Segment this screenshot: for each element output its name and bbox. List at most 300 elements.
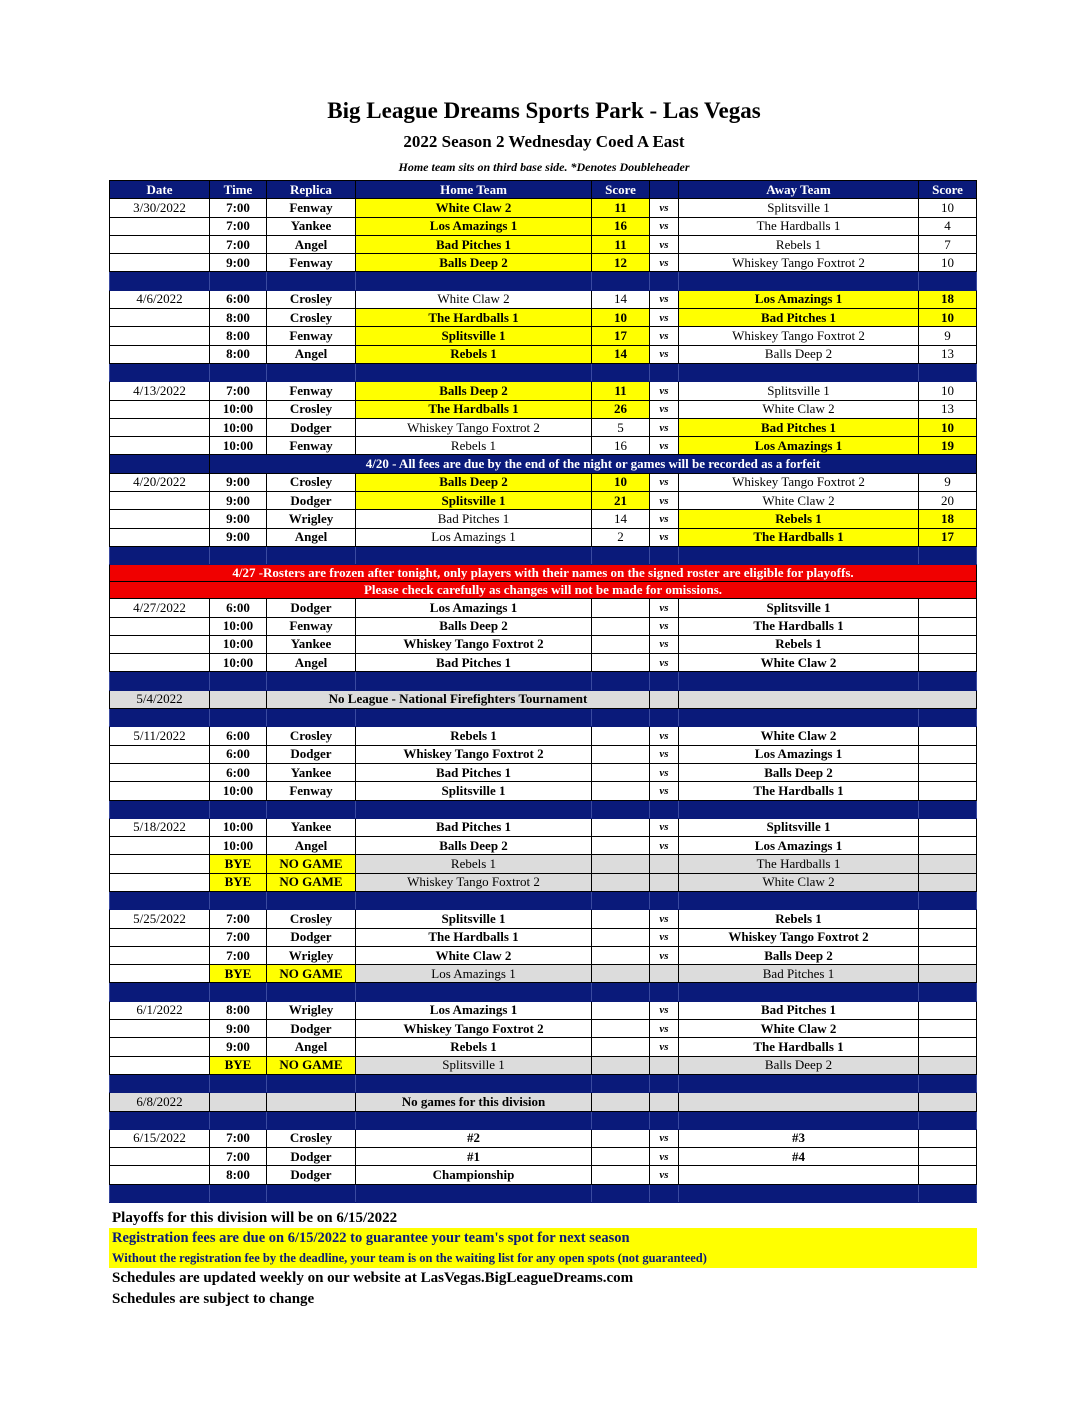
separator-cell <box>267 1111 356 1129</box>
home-team-cell: Splitsville 1 <box>356 492 592 510</box>
fees-notice-row <box>110 455 977 473</box>
separator-cell <box>110 1184 210 1202</box>
date-cell <box>110 327 210 345</box>
separator-cell <box>267 272 356 290</box>
separator-cell <box>679 800 919 818</box>
away-team-cell: White Claw 2 <box>679 654 919 672</box>
field-cell: Fenway <box>267 382 356 400</box>
time-cell: 6:00 <box>210 745 267 763</box>
away-team-cell: Los Amazings 1 <box>679 837 919 855</box>
separator-cell <box>592 983 650 1001</box>
schedule-body <box>110 199 977 1203</box>
game-row <box>110 727 977 745</box>
home-team-cell: Balls Deep 2 <box>356 617 592 635</box>
vs-cell: vs <box>650 599 679 617</box>
away-team-cell: Balls Deep 2 <box>679 345 919 363</box>
separator-cell <box>267 1074 356 1092</box>
away-score-cell <box>919 965 977 983</box>
home-team-cell: Los Amazings 1 <box>356 1001 592 1019</box>
field-cell: Dodger <box>267 1148 356 1166</box>
no-game-cell: NO GAME <box>267 873 356 891</box>
separator-cell <box>919 800 977 818</box>
time-cell: 7:00 <box>210 946 267 964</box>
home-score-cell <box>592 1001 650 1019</box>
home-team-cell: Balls Deep 2 <box>356 473 592 491</box>
header-replica: Replica <box>267 181 356 199</box>
separator-cell <box>650 1074 679 1092</box>
field-cell: Crosley <box>267 910 356 928</box>
away-team-cell: White Claw 2 <box>679 873 919 891</box>
home-team-cell: Whiskey Tango Foxtrot 2 <box>356 745 592 763</box>
header-date: Date <box>110 181 210 199</box>
away-team-cell: White Claw 2 <box>679 1020 919 1038</box>
time-cell: 6:00 <box>210 727 267 745</box>
away-score-cell <box>919 1056 977 1074</box>
separator-cell <box>210 800 267 818</box>
game-row <box>110 946 977 964</box>
away-score-cell: 19 <box>919 437 977 455</box>
separator-cell <box>650 891 679 909</box>
game-row <box>110 254 977 272</box>
vs-cell: vs <box>650 635 679 653</box>
game-row <box>110 510 977 528</box>
home-score-cell: 11 <box>592 235 650 253</box>
away-score-cell: 10 <box>919 418 977 436</box>
date-cell <box>110 928 210 946</box>
away-score-cell <box>919 818 977 836</box>
home-team-cell: Splitsville 1 <box>356 327 592 345</box>
game-row <box>110 1148 977 1166</box>
home-team-cell: Balls Deep 2 <box>356 837 592 855</box>
home-score-cell: 14 <box>592 510 650 528</box>
home-team-cell: The Hardballs 1 <box>356 400 592 418</box>
separator-cell <box>356 672 592 690</box>
separator-cell <box>919 983 977 1001</box>
field-cell: Dodger <box>267 492 356 510</box>
time-cell: 9:00 <box>210 1038 267 1056</box>
separator-cell <box>679 1111 919 1129</box>
home-team-cell: Whiskey Tango Foxtrot 2 <box>356 418 592 436</box>
away-score-cell <box>919 946 977 964</box>
home-score-cell <box>592 873 650 891</box>
home-score-cell: 26 <box>592 400 650 418</box>
separator-cell <box>210 1074 267 1092</box>
waiting-list-note: Without the registration fee by the deadline, your team is on the waiting list for any open spots (not guaranteed) <box>112 1251 707 1265</box>
separator-cell <box>592 546 650 564</box>
vs-cell: vs <box>650 1148 679 1166</box>
away-team-cell <box>679 1093 919 1111</box>
home-team-cell: Bad Pitches 1 <box>356 510 592 528</box>
vs-cell: vs <box>650 1129 679 1147</box>
away-score-cell: 18 <box>919 510 977 528</box>
time-cell: 7:00 <box>210 910 267 928</box>
separator-cell <box>919 672 977 690</box>
home-score-cell <box>592 1129 650 1147</box>
page-subtitle: 2022 Season 2 Wednesday Coed A East <box>403 132 685 151</box>
separator-cell <box>919 891 977 909</box>
field-cell: Fenway <box>267 199 356 217</box>
separator-cell <box>110 800 210 818</box>
roster-notice: Please check carefully as changes will not be made for omissions. <box>110 582 977 599</box>
game-row <box>110 763 977 781</box>
home-team-cell: Rebels 1 <box>356 1038 592 1056</box>
date-cell: 4/27/2022 <box>110 599 210 617</box>
home-score-cell <box>592 946 650 964</box>
game-row <box>110 345 977 363</box>
time-cell: 7:00 <box>210 1129 267 1147</box>
date-cell <box>110 1038 210 1056</box>
separator-cell <box>919 1074 977 1092</box>
bye-row <box>110 965 977 983</box>
separator-cell <box>267 709 356 727</box>
vs-cell: vs <box>650 928 679 946</box>
separator-cell <box>650 672 679 690</box>
bye-cell: BYE <box>210 1056 267 1074</box>
table-header-row <box>110 181 977 199</box>
home-score-cell: 12 <box>592 254 650 272</box>
schedule-table <box>109 180 977 1203</box>
vs-cell: vs <box>650 217 679 235</box>
away-score-cell: 7 <box>919 235 977 253</box>
away-team-cell: Rebels 1 <box>679 910 919 928</box>
roster-notice-row <box>110 565 977 582</box>
away-team-cell: Rebels 1 <box>679 235 919 253</box>
date-cell <box>110 654 210 672</box>
vs-cell: vs <box>650 327 679 345</box>
separator-cell <box>679 1184 919 1202</box>
date-cell: 6/15/2022 <box>110 1129 210 1147</box>
vs-cell <box>650 965 679 983</box>
away-team-cell: Los Amazings 1 <box>679 745 919 763</box>
home-team-cell: Balls Deep 2 <box>356 382 592 400</box>
vs-cell: vs <box>650 763 679 781</box>
field-cell: Fenway <box>267 254 356 272</box>
home-score-cell: 10 <box>592 473 650 491</box>
home-team-cell: Bad Pitches 1 <box>356 763 592 781</box>
separator-cell <box>592 272 650 290</box>
home-score-cell <box>592 1038 650 1056</box>
field-cell: Yankee <box>267 818 356 836</box>
vs-cell <box>650 1056 679 1074</box>
home-score-cell: 14 <box>592 290 650 308</box>
home-score-cell <box>592 1166 650 1184</box>
separator-cell <box>650 983 679 1001</box>
separator-cell <box>679 672 919 690</box>
game-row <box>110 492 977 510</box>
field-cell: Dodger <box>267 745 356 763</box>
game-row <box>110 1020 977 1038</box>
field-cell: Angel <box>267 235 356 253</box>
no-game-cell: NO GAME <box>267 965 356 983</box>
home-score-cell <box>592 745 650 763</box>
separator-cell <box>110 546 210 564</box>
separator-cell <box>919 1111 977 1129</box>
field-cell: Crosley <box>267 309 356 327</box>
home-score-cell: 5 <box>592 418 650 436</box>
separator-cell <box>919 1184 977 1202</box>
separator-cell <box>210 546 267 564</box>
field-cell: Dodger <box>267 928 356 946</box>
date-cell <box>110 745 210 763</box>
home-team-cell: Rebels 1 <box>356 727 592 745</box>
time-cell: 7:00 <box>210 217 267 235</box>
home-score-cell <box>592 855 650 873</box>
registration-note: Registration fees are due on 6/15/2022 to guarantee your team's spot for next season <box>112 1230 630 1246</box>
change-note: Schedules are subject to change <box>112 1291 315 1307</box>
date-cell <box>110 1148 210 1166</box>
home-team-cell: Bad Pitches 1 <box>356 818 592 836</box>
no-games-text: No games for this division <box>356 1093 592 1111</box>
time-cell: 7:00 <box>210 199 267 217</box>
separator-cell <box>110 363 210 381</box>
vs-cell: vs <box>650 1020 679 1038</box>
vs-cell: vs <box>650 837 679 855</box>
home-score-cell: 11 <box>592 382 650 400</box>
date-cell <box>110 635 210 653</box>
website-note: Schedules are updated weekly on our website at LasVegas.BigLeagueDreams.com <box>112 1270 634 1286</box>
away-score-cell <box>919 1038 977 1056</box>
week-separator <box>110 672 977 690</box>
field-cell: Yankee <box>267 635 356 653</box>
time-cell: 9:00 <box>210 473 267 491</box>
no-league-text: No League - National Firefighters Tournament <box>267 690 650 708</box>
date-cell: 4/6/2022 <box>110 290 210 308</box>
vs-cell: vs <box>650 910 679 928</box>
date-cell: 4/20/2022 <box>110 473 210 491</box>
date-cell <box>110 528 210 546</box>
game-row <box>110 199 977 217</box>
away-score-cell: 18 <box>919 290 977 308</box>
away-team-cell: Splitsville 1 <box>679 382 919 400</box>
away-score-cell: 10 <box>919 254 977 272</box>
game-row <box>110 818 977 836</box>
game-row <box>110 473 977 491</box>
field-cell: Dodger <box>267 1166 356 1184</box>
date-cell: 6/8/2022 <box>110 1093 210 1111</box>
away-score-cell: 10 <box>919 382 977 400</box>
away-team-cell: Splitsville 1 <box>679 818 919 836</box>
date-cell <box>110 763 210 781</box>
separator-cell <box>650 272 679 290</box>
separator-cell <box>592 1184 650 1202</box>
vs-cell: vs <box>650 473 679 491</box>
away-team-cell: The Hardballs 1 <box>679 217 919 235</box>
vs-cell: vs <box>650 254 679 272</box>
separator-cell <box>650 800 679 818</box>
separator-cell <box>650 1184 679 1202</box>
game-row <box>110 654 977 672</box>
away-score-cell: 10 <box>919 309 977 327</box>
date-cell: 5/25/2022 <box>110 910 210 928</box>
away-team-cell: Los Amazings 1 <box>679 290 919 308</box>
separator-cell <box>356 272 592 290</box>
time-cell: 10:00 <box>210 654 267 672</box>
vs-cell: vs <box>650 199 679 217</box>
week-separator <box>110 272 977 290</box>
field-cell: Angel <box>267 345 356 363</box>
time-cell: 8:00 <box>210 1001 267 1019</box>
vs-cell <box>650 690 679 708</box>
game-row <box>110 910 977 928</box>
week-separator <box>110 891 977 909</box>
game-row <box>110 837 977 855</box>
away-team-cell: Whiskey Tango Foxtrot 2 <box>679 327 919 345</box>
vs-cell: vs <box>650 309 679 327</box>
notice-spacer <box>110 455 210 473</box>
away-score-cell <box>919 763 977 781</box>
vs-cell: vs <box>650 235 679 253</box>
home-score-cell <box>592 928 650 946</box>
time-cell: 8:00 <box>210 345 267 363</box>
away-score-cell <box>919 1129 977 1147</box>
separator-cell <box>679 272 919 290</box>
date-cell <box>110 492 210 510</box>
time-cell: 9:00 <box>210 510 267 528</box>
no-league-row <box>110 690 977 708</box>
date-cell <box>110 309 210 327</box>
home-team-cell: Los Amazings 1 <box>356 599 592 617</box>
no-game-cell: NO GAME <box>267 1056 356 1074</box>
away-score-cell <box>919 654 977 672</box>
date-cell <box>110 510 210 528</box>
bye-row <box>110 855 977 873</box>
date-cell: 5/4/2022 <box>110 690 210 708</box>
away-team-cell: Bad Pitches 1 <box>679 965 919 983</box>
home-score-cell: 11 <box>592 199 650 217</box>
vs-cell: vs <box>650 654 679 672</box>
time-cell: 9:00 <box>210 1020 267 1038</box>
separator-cell <box>592 1074 650 1092</box>
time-cell: 6:00 <box>210 599 267 617</box>
separator-cell <box>919 546 977 564</box>
vs-cell: vs <box>650 418 679 436</box>
separator-cell <box>110 672 210 690</box>
home-team-cell: Los Amazings 1 <box>356 965 592 983</box>
header-vs <box>650 181 679 199</box>
vs-cell: vs <box>650 818 679 836</box>
home-score-cell: 14 <box>592 345 650 363</box>
home-team-cell: The Hardballs 1 <box>356 928 592 946</box>
week-separator <box>110 1111 977 1129</box>
separator-cell <box>919 363 977 381</box>
home-score-cell <box>592 782 650 800</box>
vs-cell <box>650 873 679 891</box>
field-cell: Fenway <box>267 617 356 635</box>
away-team-cell: Bad Pitches 1 <box>679 418 919 436</box>
away-score-cell <box>919 855 977 873</box>
away-score-cell <box>919 1166 977 1184</box>
date-cell <box>110 837 210 855</box>
date-cell: 4/13/2022 <box>110 382 210 400</box>
week-separator <box>110 363 977 381</box>
date-cell: 6/1/2022 <box>110 1001 210 1019</box>
bye-row <box>110 873 977 891</box>
away-score-cell <box>919 1148 977 1166</box>
vs-cell <box>650 1093 679 1111</box>
field-cell: Fenway <box>267 437 356 455</box>
field-cell: Wrigley <box>267 1001 356 1019</box>
no-game-cell: NO GAME <box>267 855 356 873</box>
time-cell: 8:00 <box>210 309 267 327</box>
away-team-cell: Bad Pitches 1 <box>679 1001 919 1019</box>
week-separator <box>110 800 977 818</box>
vs-cell: vs <box>650 1001 679 1019</box>
separator-cell <box>356 363 592 381</box>
game-row <box>110 437 977 455</box>
vs-cell: vs <box>650 492 679 510</box>
vs-cell: vs <box>650 1038 679 1056</box>
away-team-cell: #4 <box>679 1148 919 1166</box>
home-score-cell: 17 <box>592 327 650 345</box>
away-score-cell <box>919 782 977 800</box>
week-separator <box>110 1184 977 1202</box>
field-cell: Angel <box>267 654 356 672</box>
separator-cell <box>110 983 210 1001</box>
home-score-cell <box>592 1148 650 1166</box>
playoffs-note: Playoffs for this division will be on 6/15/2022 <box>112 1210 398 1226</box>
separator-cell <box>592 891 650 909</box>
game-row <box>110 745 977 763</box>
home-team-cell: Los Amazings 1 <box>356 217 592 235</box>
home-team-cell: Splitsville 1 <box>356 1056 592 1074</box>
header-time: Time <box>210 181 267 199</box>
home-score-cell <box>592 763 650 781</box>
home-team-cell: Championship <box>356 1166 592 1184</box>
home-team-cell: Whiskey Tango Foxtrot 2 <box>356 1020 592 1038</box>
week-separator <box>110 1074 977 1092</box>
away-team-cell: Balls Deep 2 <box>679 946 919 964</box>
separator-cell <box>110 272 210 290</box>
home-team-cell: Rebels 1 <box>356 437 592 455</box>
field-cell: Wrigley <box>267 946 356 964</box>
separator-cell <box>210 272 267 290</box>
game-row <box>110 1166 977 1184</box>
home-team-cell: Whiskey Tango Foxtrot 2 <box>356 635 592 653</box>
vs-cell: vs <box>650 345 679 363</box>
away-team-cell: Los Amazings 1 <box>679 437 919 455</box>
separator-cell <box>110 709 210 727</box>
time-cell: 7:00 <box>210 382 267 400</box>
home-score-cell <box>592 818 650 836</box>
away-team-cell <box>679 1166 919 1184</box>
time-cell: 6:00 <box>210 763 267 781</box>
game-row <box>110 309 977 327</box>
field-cell: Crosley <box>267 727 356 745</box>
separator-cell <box>650 1111 679 1129</box>
time-cell: 7:00 <box>210 1148 267 1166</box>
vs-cell: vs <box>650 1166 679 1184</box>
separator-cell <box>592 1111 650 1129</box>
vs-cell: vs <box>650 782 679 800</box>
home-team-cell: #2 <box>356 1129 592 1147</box>
separator-cell <box>267 983 356 1001</box>
date-cell <box>110 1166 210 1184</box>
away-team-cell: White Claw 2 <box>679 727 919 745</box>
game-row <box>110 1001 977 1019</box>
separator-cell <box>356 709 592 727</box>
separator-cell <box>267 363 356 381</box>
home-team-note: Home team sits on third base side. *Denotes Doubleheader <box>398 160 690 174</box>
game-row <box>110 1038 977 1056</box>
home-score-cell <box>592 635 650 653</box>
home-team-cell: #1 <box>356 1148 592 1166</box>
separator-cell <box>356 983 592 1001</box>
time-cell: 10:00 <box>210 782 267 800</box>
home-team-cell: White Claw 2 <box>356 290 592 308</box>
away-team-cell: The Hardballs 1 <box>679 782 919 800</box>
time-cell: 10:00 <box>210 635 267 653</box>
separator-cell <box>679 1074 919 1092</box>
